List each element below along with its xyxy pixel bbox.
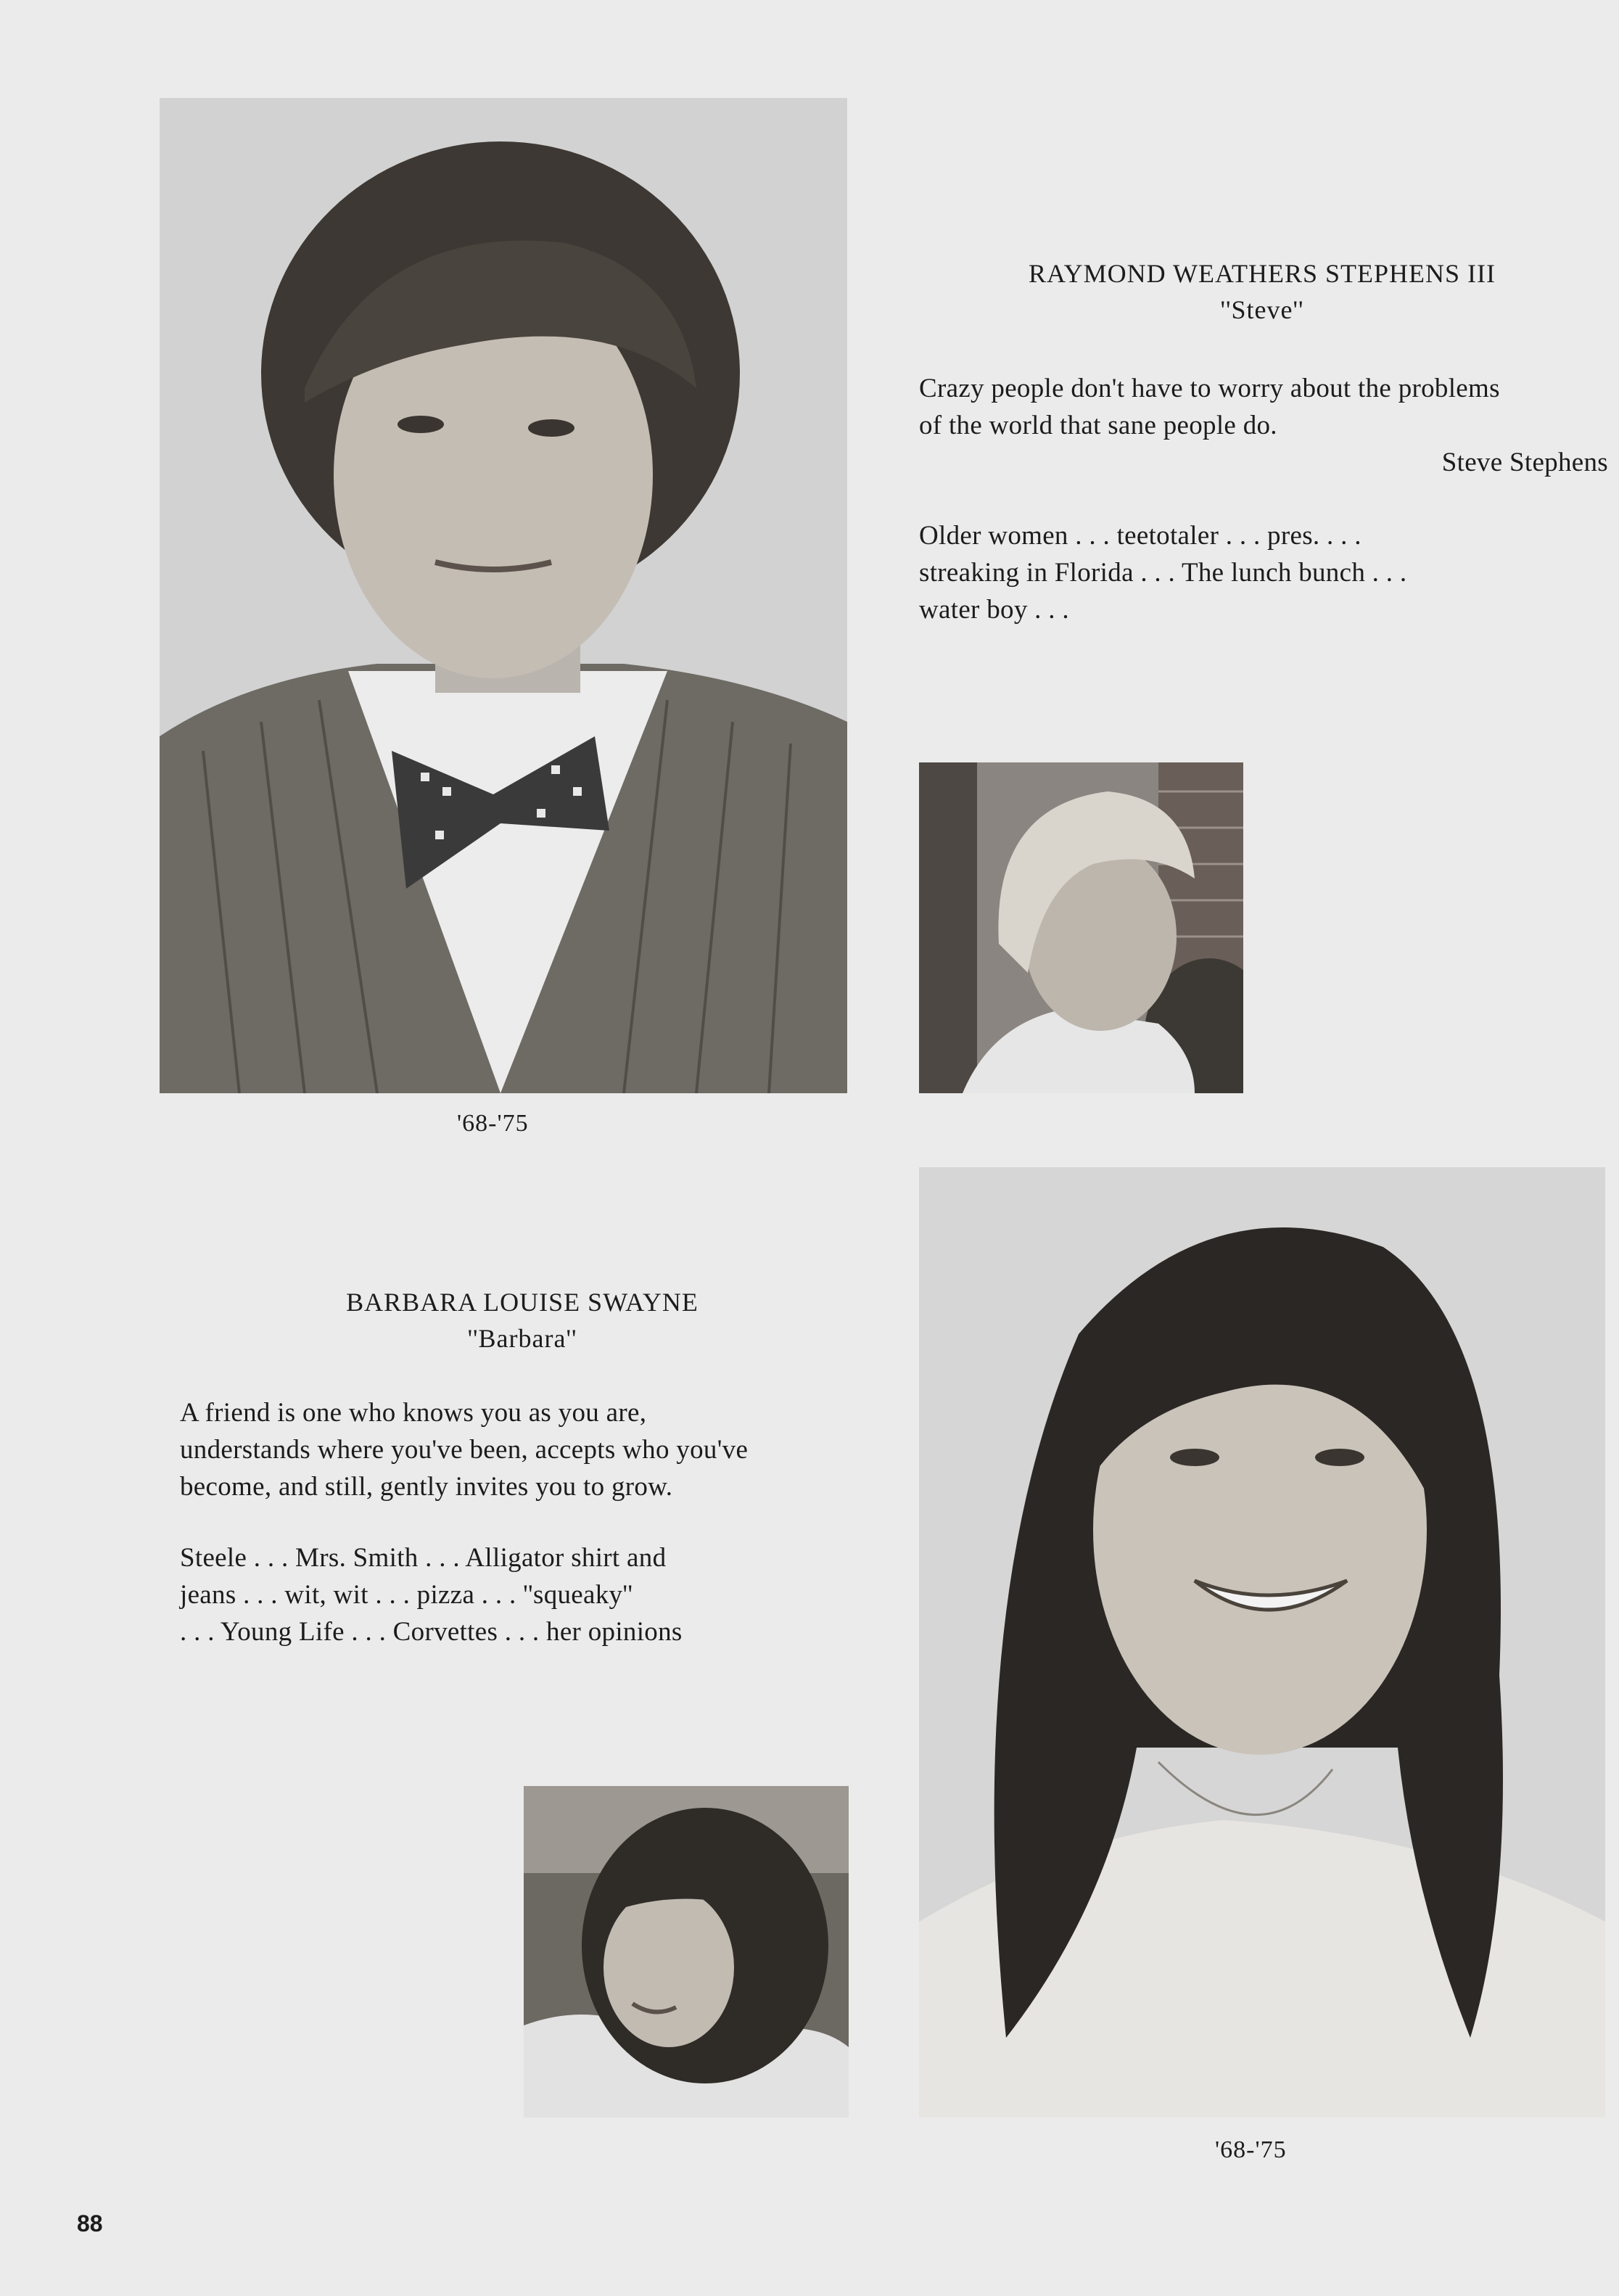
quote-line: A friend is one who knows you as you are,: [180, 1398, 647, 1428]
memories-swayne: [180, 1539, 891, 1650]
years-swayne: '68-'75: [1215, 2136, 1287, 2163]
memories-line: Steele . . . Mrs. Smith . . . Alligator shirt and: [180, 1543, 667, 1573]
student-name-swayne: [189, 1284, 856, 1357]
memories-line: Older women . . . teetotaler . . . pres. . . .: [919, 521, 1361, 551]
page-number: 88: [77, 2210, 103, 2237]
portrait-photo-swayne: [919, 1167, 1605, 2118]
candid-photo-swayne: [524, 1786, 849, 2118]
memories-line: . . . Young Life . . . Corvettes . . . her opinions: [180, 1617, 683, 1647]
full-name: RAYMOND WEATHERS STEPHENS III: [1028, 259, 1496, 288]
senior-quote-swayne: [180, 1394, 876, 1505]
memories-line: jeans . . . wit, wit . . . pizza . . . ''squeaky'': [180, 1580, 633, 1610]
quote-line: of the world that sane people do.: [919, 411, 1277, 440]
full-name: BARBARA LOUISE SWAYNE: [346, 1288, 699, 1317]
candid-photo-stephens: [919, 762, 1243, 1093]
quote-line: Crazy people don't have to worry about the problems: [919, 374, 1500, 403]
student-name-stephens: [943, 255, 1581, 328]
years-stephens: '68-'75: [457, 1110, 529, 1137]
memories-line: streaking in Florida . . . The lunch bunch . . .: [919, 558, 1407, 588]
senior-quote-stephens: [919, 370, 1608, 481]
memories-line: water boy . . .: [919, 595, 1069, 625]
memories-stephens: [919, 517, 1608, 628]
quote-line: become, and still, gently invites you to grow.: [180, 1472, 673, 1502]
nickname: ''Steve'': [1220, 295, 1304, 324]
quote-line: understands where you've been, accepts who you've: [180, 1435, 749, 1465]
quote-author: Steve Stephens: [1441, 448, 1608, 477]
nickname: ''Barbara'': [467, 1324, 577, 1353]
portrait-photo-stephens: [160, 98, 847, 1093]
